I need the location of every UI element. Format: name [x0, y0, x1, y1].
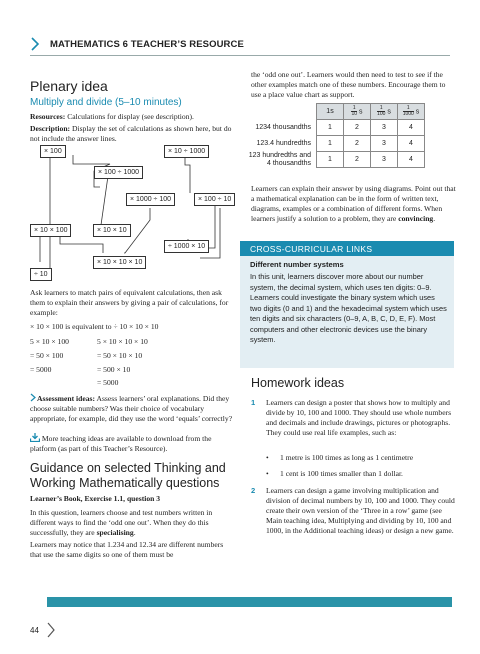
calc-right: = 5000 — [97, 378, 119, 387]
bullet-dot: • — [266, 469, 269, 478]
download-paragraph: More teaching ideas are available to download from the platform (as part of this Teacher’s Resource). — [30, 434, 212, 453]
chevron-right-icon — [30, 393, 37, 402]
cc-subheading: Different number systems — [250, 260, 344, 269]
cross-curricular-banner: CROSS-CURRICULAR LINKS — [240, 241, 454, 256]
plenary-subheading: Multiply and divide (5–10 minutes) — [30, 97, 182, 108]
table-row: 123 hundredths and 4 thousandths 1 2 3 4 — [243, 152, 425, 168]
guidance-paragraph: In this question, learners choose and test numbers written in different ways to find the ‘odd one out’. When they do this successfully, they are specialising. — [30, 508, 213, 537]
header-title: MATHEMATICS 6 TEACHER’S RESOURCE — [50, 39, 244, 50]
assessment-paragraph: Assessment ideas: Assess learners’ oral explanations. Did they choose suitable numbers? Was their choice of vocabulary appropriate, for example, did they use the word ‘equals’ correctly? — [30, 394, 233, 423]
footer-bar — [47, 597, 452, 607]
table-header: $\frac{1}{1000}$ s — [398, 104, 425, 120]
calc-left: = 5000 — [30, 365, 52, 374]
calc-right: 5 × 10 × 10 × 10 — [97, 337, 148, 346]
guidance-heading-line2: Working Mathematically questions — [30, 476, 220, 490]
homework-heading: Homework ideas — [251, 376, 345, 390]
list-number: 1 — [251, 398, 256, 407]
download-icon — [30, 433, 40, 442]
calc-box: ÷ 10 — [30, 268, 52, 281]
guidance-paragraph-2: Learners may notice that 1.234 and 12.34 are different numbers that use the same digits so one of them must be — [30, 540, 224, 559]
calc-box: × 100 — [40, 145, 66, 158]
calc-box: × 1000 ÷ 100 — [126, 193, 175, 206]
calc-box: × 10 × 100 — [30, 224, 71, 237]
calc-box: × 10 × 10 × 10 — [93, 256, 146, 269]
cc-text: In this unit, learners discover more about our number system, the decimal system, which uses ten digits: 0–9. Learners could investigate the binary system which uses two digits (0 and 1) and the hexadecimal system which uses ten digits and six characters (0–9, A, B, C, D, E, F). Most computers and other electronic devices use the binary system. — [250, 272, 447, 344]
calc-box: × 10 × 10 — [93, 224, 131, 237]
ask-paragraph: Ask learners to match pairs of equivalent calculations, then ask them to explain their answers by giving a pair of calculations, for example: — [30, 288, 229, 317]
lb-reference: Learner’s Book, Exercise 1.1, question 3 — [30, 494, 161, 503]
calc-box: × 10 ÷ 1000 — [164, 145, 209, 158]
calc-box: ÷ 1000 × 10 — [164, 240, 209, 253]
table-header: $\frac{1}{100}$ s — [371, 104, 398, 120]
bullet-item: 1 cent is 100 times smaller than 1 dollar. — [280, 469, 403, 478]
table-row: 1234 thousandths 1 2 3 4 — [243, 120, 425, 136]
cross-curricular-box — [240, 256, 454, 368]
plenary-heading: Plenary idea — [30, 78, 108, 94]
place-value-table — [243, 103, 425, 168]
bullet-item: 1 metre is 100 times as long as 1 centimetre — [280, 453, 414, 462]
calc-right: = 500 × 10 — [97, 365, 131, 374]
equivalence-line: × 10 × 100 is equivalent to ÷ 10 × 10 × 10 — [30, 322, 159, 331]
homework-item-2: Learners can design a game involving multiplication and division of decimal numbers by 10, 100 and 1000. They could create their own version of the ‘Three in a row’ game (see Main teaching idea, Multiplying and dividing by 10, 100 and 1000, in the Additional teaching ideas) or design a new game. — [266, 486, 455, 535]
calc-left: = 50 × 100 — [30, 351, 64, 360]
calc-box: × 100 ÷ 10 — [194, 193, 235, 206]
guidance-heading-line1: Guidance on selected Thinking and — [30, 461, 226, 475]
calc-right: = 50 × 10 × 10 — [97, 351, 143, 360]
calc-left: 5 × 10 × 100 — [30, 337, 69, 346]
resources-paragraph: Resources: Calculations for display (see description). — [30, 112, 194, 121]
chevron-right-icon — [46, 622, 56, 638]
table-row: 123.4 hundredths 1 2 3 4 — [243, 136, 425, 152]
table-header: $\frac{1}{10}$ s — [344, 104, 371, 120]
calc-box: × 100 ÷ 1000 — [94, 166, 143, 179]
page-number: 44 — [30, 626, 39, 635]
intro-paragraph: the ‘odd one out’. Learners would then need to test to see if the other examples match one of these numbers. Encourage them to use a place value chart as support. — [251, 70, 446, 99]
description-paragraph: Description: Display the set of calculations as shown here, but do not include the answer lines. — [30, 124, 232, 143]
bullet-dot: • — [266, 453, 269, 462]
table-header: 1s — [317, 104, 344, 120]
explain-paragraph: Learners can explain their answer by using diagrams. Point out that a mathematical explanation can be in the form of written text, diagrams, examples or a combination of different forms. When learners justify a solution to a problem, they are convincing. — [251, 184, 456, 223]
homework-item-1: Learners can design a poster that shows how to multiply and divide by 10, 100 and 1000. They should use whole numbers and decimals and include drawings, pictures or photographs. They could use real life examples, such as: — [266, 398, 452, 437]
list-number: 2 — [251, 486, 256, 495]
table-header-row — [243, 104, 425, 120]
